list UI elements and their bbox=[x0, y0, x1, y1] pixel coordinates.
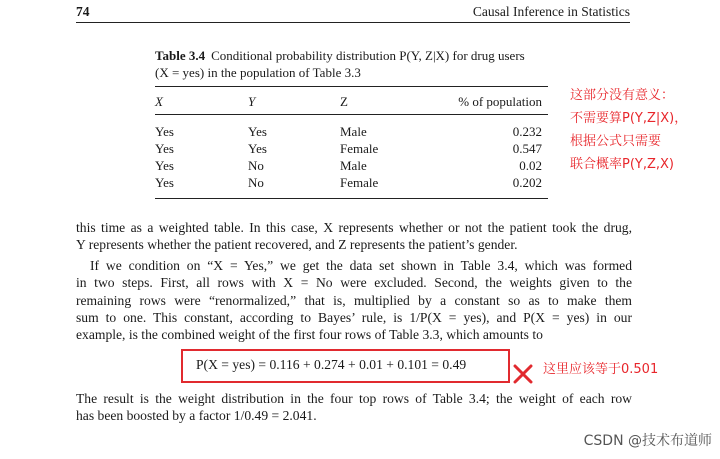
watermark: CSDN @技术布道师 bbox=[583, 433, 712, 449]
cell-y: No bbox=[248, 175, 264, 190]
side-annotation bbox=[570, 84, 715, 176]
paragraph-2 bbox=[76, 257, 632, 343]
table-row bbox=[155, 124, 548, 141]
table-row bbox=[155, 141, 548, 158]
cell-y: Yes bbox=[248, 141, 267, 156]
cell-percent: 0.547 bbox=[512, 141, 542, 156]
table-bottom-rule bbox=[155, 198, 548, 199]
cell-percent: 0.02 bbox=[519, 158, 542, 173]
text-line: If we condition on “X = Yes,” we get the data set shown in Table 3.4, which was formed bbox=[90, 258, 632, 273]
table-header-row bbox=[155, 94, 548, 111]
caption-line-2: (X = yes) in the population of Table 3.3 bbox=[155, 65, 361, 80]
text-line: sum to one. This constant, according to Bayes’ rule, is 1/P(X = yes), and P(X = yes) in our bbox=[76, 309, 632, 325]
header-rule bbox=[76, 22, 630, 23]
equation-annotation: 这里应该等于0.501 bbox=[543, 362, 659, 377]
annotation-line: 根据公式只需要 bbox=[570, 134, 662, 149]
cell-z: Male bbox=[340, 158, 367, 173]
paragraph-1 bbox=[76, 219, 632, 254]
running-title: Causal Inference in Statistics bbox=[472, 4, 630, 19]
cell-x: Yes bbox=[155, 124, 174, 139]
table-caption bbox=[155, 47, 555, 81]
cell-z: Female bbox=[340, 175, 379, 190]
text-line: remaining rows were “renormalized,” that is, multiplied by a constant so as to make them bbox=[76, 292, 632, 308]
col-header-x: X bbox=[155, 94, 163, 109]
cell-z: Male bbox=[340, 124, 367, 139]
cell-x: Yes bbox=[155, 158, 174, 173]
text-line: this time as a weighted table. In this case, X represents whether or not the patient took the drug, bbox=[76, 220, 632, 235]
col-header-percent: % of population bbox=[458, 94, 542, 109]
annotation-line: 这部分没有意义： bbox=[570, 88, 675, 103]
cell-x: Yes bbox=[155, 141, 174, 156]
table-row bbox=[155, 175, 548, 192]
table-label: Table 3.4 bbox=[155, 48, 206, 63]
cell-y: Yes bbox=[248, 124, 267, 139]
text-line: in two steps. First, all rows with X = No were excluded. Second, the weights given to the bbox=[76, 275, 632, 291]
text-line: The result is the weight distribution in the four top rows of Table 3.4; the weight of each row bbox=[76, 391, 632, 406]
col-header-z: Z bbox=[340, 94, 348, 109]
text-line: has been boosted by a factor 1/0.49 = 2.041. bbox=[76, 408, 317, 424]
annotation-line: 不需要算P(Y,Z|X)， bbox=[570, 111, 688, 126]
cell-percent: 0.202 bbox=[512, 175, 542, 190]
annotation-line: 联合概率P(Y,Z,X) bbox=[570, 157, 675, 172]
cell-y: No bbox=[248, 158, 264, 173]
paragraph-3 bbox=[76, 390, 632, 425]
cell-percent: 0.232 bbox=[512, 124, 542, 139]
equation: P(X = yes) = 0.116 + 0.274 + 0.01 + 0.101 = 0.49 bbox=[196, 357, 467, 372]
table-header-rule bbox=[155, 114, 548, 115]
col-header-y: Y bbox=[248, 94, 256, 109]
text-line: example, is the combined weight of the first four rows of Table 3.3, which amounts to bbox=[76, 327, 543, 343]
cell-z: Female bbox=[340, 141, 379, 156]
red-cross-icon bbox=[512, 363, 534, 385]
text-line: Y represents whether the patient recovered, and Z represents the patient’s gender. bbox=[76, 237, 518, 253]
table-top-rule bbox=[155, 86, 548, 87]
cell-x: Yes bbox=[155, 175, 174, 190]
page-number: 74 bbox=[76, 4, 90, 19]
table-row bbox=[155, 158, 548, 175]
caption-line-1: Conditional probability distribution P(Y, Z|X) for drug users bbox=[211, 48, 525, 63]
